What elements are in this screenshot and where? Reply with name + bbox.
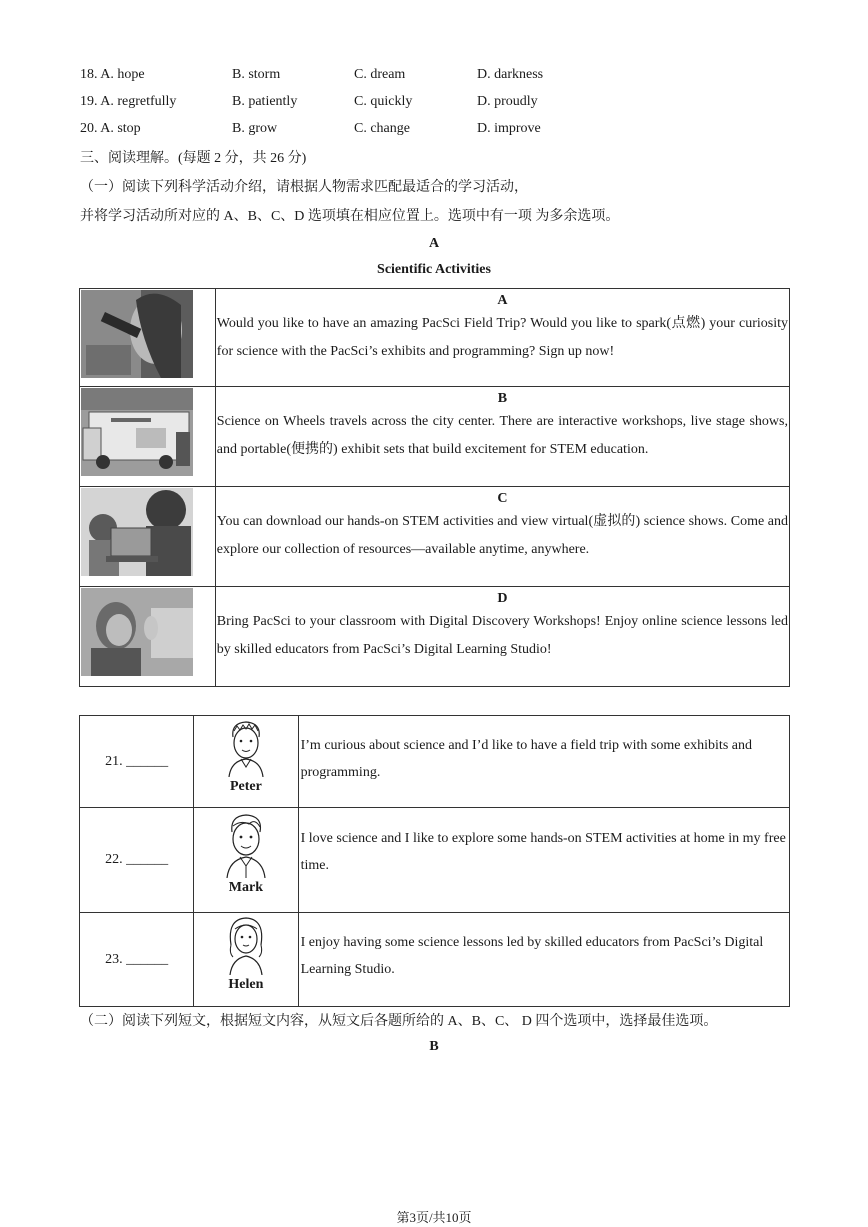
part-1-instruction-line-2: 并将学习活动所对应的 A、B、C、D 选项填在相应位置上。选项中有一项 为多余选项。 xyxy=(80,209,620,224)
option-18-c: C. dream xyxy=(354,67,406,82)
activities-table xyxy=(79,288,790,687)
helen-avatar xyxy=(221,915,271,975)
helen-need-cell xyxy=(298,913,789,1007)
part-1-instruction-line-1: （一）阅读下列科学活动介绍，请根据人物需求匹配最适合的学习活动， xyxy=(80,180,528,195)
activity-row-c xyxy=(80,487,790,587)
option-20-c: C. change xyxy=(354,121,410,136)
person-row-peter xyxy=(80,716,790,808)
mark-name: Mark xyxy=(228,880,264,895)
mark-need-cell xyxy=(298,808,789,913)
option-18-a: 18. A. hope xyxy=(80,67,145,82)
activity-a-photo-cell xyxy=(80,289,216,387)
activity-row-d xyxy=(80,587,790,687)
kids-laptop-photo xyxy=(81,488,193,576)
answer-blank-21[interactable]: 21. ______ xyxy=(80,716,194,808)
option-19-c: C. quickly xyxy=(354,94,413,109)
activity-c-letter: C xyxy=(497,491,508,506)
activity-a-letter: A xyxy=(497,293,508,308)
activity-c-photo-cell xyxy=(80,487,216,587)
activity-row-a xyxy=(80,289,790,387)
activity-a-text: Would you like to have an amazing PacSci Field Trip? Would you like to spark(点燃) your curiosity for science with the PacSci’s exhibits and programming? Sign up now! xyxy=(216,316,788,359)
activity-d-text-cell xyxy=(215,587,789,687)
option-19-a: 19. A. regretfully xyxy=(80,94,177,109)
passage-b-letter: B xyxy=(429,1039,439,1054)
activity-d-text: Bring PacSci to your classroom with Digital Discovery Workshops! Enjoy online science lessons led by skilled educators from PacSci’s Digital Learning Studio! xyxy=(216,614,788,657)
mark-avatar xyxy=(221,812,271,878)
passage-a-letter: A xyxy=(428,236,440,251)
activity-c-text-cell xyxy=(215,487,789,587)
passage-a-title: Scientific Activities xyxy=(377,262,491,277)
peter-name: Peter xyxy=(229,779,262,794)
peter-avatar-cell xyxy=(194,716,298,808)
activity-b-text: Science on Wheels travels across the city center. There are interactive workshops, live stage shows, and portable(便携的) exhibit sets that build excitement for STEM education. xyxy=(216,414,788,457)
activity-a-text-cell xyxy=(215,289,789,387)
answer-blank-22[interactable]: 22. ______ xyxy=(80,808,194,913)
peter-avatar xyxy=(221,719,271,777)
girl-waving-photo xyxy=(81,588,193,676)
activity-b-letter: B xyxy=(497,391,508,406)
activity-row-b xyxy=(80,387,790,487)
peter-need-text: I’m curious about science and I’d like to have a field trip with some exhibits and programming. xyxy=(300,738,752,780)
option-18-b: B. storm xyxy=(232,67,281,82)
page-footer: 第3页/共10页 xyxy=(396,1210,472,1225)
option-20-a: 20. A. stop xyxy=(80,121,141,136)
peter-need-cell xyxy=(298,716,789,808)
person-row-mark xyxy=(80,808,790,913)
activity-b-photo-cell xyxy=(80,387,216,487)
mark-need-text: I love science and I like to explore some hands-on STEM activities at home in my free time. xyxy=(300,831,786,873)
helen-avatar-cell xyxy=(194,913,298,1007)
option-20-d: D. improve xyxy=(477,121,541,136)
helen-name: Helen xyxy=(228,977,264,992)
helen-need-text: I enjoy having some science lessons led by skilled educators from PacSci’s Digital Learning Studio. xyxy=(300,935,764,977)
option-20-b: B. grow xyxy=(232,121,278,136)
activity-b-text-cell xyxy=(215,387,789,487)
part-2-instruction: （二）阅读下列短文，根据短文内容，从短文后各题所给的 A、B、C、 D 四个选项中，选择最佳选项。 xyxy=(80,1014,718,1029)
activity-d-letter: D xyxy=(497,591,508,606)
answer-blank-23[interactable]: 23. ______ xyxy=(80,913,194,1007)
mark-avatar-cell xyxy=(194,808,298,913)
people-table xyxy=(79,715,790,1007)
activity-c-text: You can download our hands-on STEM activities and view virtual(虚拟的) science shows. Come and explore our collection of resources—available anytime, anywhere. xyxy=(216,514,788,557)
option-18-d: D. darkness xyxy=(477,67,544,82)
option-19-d: D. proudly xyxy=(477,94,538,109)
option-19-b: B. patiently xyxy=(232,94,298,109)
section-3-title: 三、阅读理解。(每题 2 分，共 26 分) xyxy=(80,151,307,166)
science-truck-photo xyxy=(81,388,193,476)
girl-microscope-photo xyxy=(81,290,193,378)
activity-d-photo-cell xyxy=(80,587,216,687)
person-row-helen xyxy=(80,913,790,1007)
